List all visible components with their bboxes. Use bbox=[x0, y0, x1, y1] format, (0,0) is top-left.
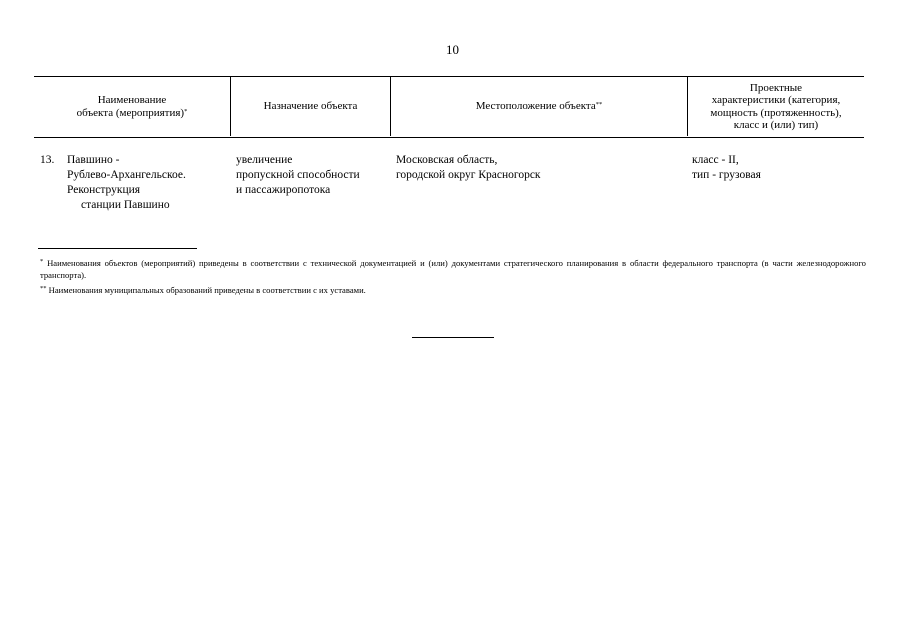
document-end-rule bbox=[412, 337, 494, 338]
header-object-name-line1: Наименование bbox=[97, 94, 167, 106]
row-design-specs-line: класс - II, bbox=[692, 154, 739, 166]
header-object-purpose bbox=[231, 77, 390, 136]
footnote-ref-1: * bbox=[184, 107, 188, 115]
header-object-name bbox=[34, 77, 230, 136]
row-object-name-line: Павшино - bbox=[67, 154, 120, 166]
footnote-2-text: Наименования муниципальных образований приведены в соответствии с их уставами. bbox=[48, 285, 366, 295]
footnote-1 bbox=[40, 257, 866, 281]
footnote-1-text: Наименования объектов (мероприятий) приведены в соответствии с технической документацией и (или) документами стратегического планирования в области федерального транспорта (в части железнодорожного транспорта). bbox=[40, 258, 866, 280]
row-object-location bbox=[396, 153, 541, 183]
header-object-purpose-label: Назначение объекта bbox=[263, 100, 358, 113]
header-design-specs-line1: Проектные bbox=[749, 81, 803, 94]
footnote-2-mark: ** bbox=[40, 285, 47, 292]
footnote-1-mark: * bbox=[40, 258, 44, 265]
row-design-specs bbox=[692, 153, 761, 183]
header-object-name-line2: объекта (мероприятия)* bbox=[76, 106, 188, 119]
row-number: 13. bbox=[40, 154, 55, 166]
page-number: 10 bbox=[446, 42, 459, 57]
footnote-ref-2: ** bbox=[595, 101, 603, 109]
row-object-location-line: городской округ Красногорск bbox=[396, 169, 541, 181]
header-design-specs-line3: мощность (протяженность), bbox=[710, 106, 842, 119]
header-design-specs-line4: класс и (или) тип) bbox=[733, 119, 819, 131]
row-object-name-line: Рублево-Архангельское. bbox=[67, 169, 186, 181]
row-object-purpose bbox=[236, 153, 360, 198]
table-header-rule bbox=[34, 137, 864, 138]
row-object-location-line: Московская область, bbox=[396, 154, 498, 166]
row-object-purpose-line: увеличение bbox=[236, 154, 293, 166]
footnote-2 bbox=[40, 284, 866, 296]
header-object-location bbox=[391, 77, 687, 136]
row-design-specs-line: тип - грузовая bbox=[692, 169, 761, 181]
row-object-name bbox=[67, 153, 186, 213]
header-object-location-label: Местоположение объекта** bbox=[475, 100, 603, 113]
row-object-name-line: Реконструкция bbox=[67, 184, 141, 196]
header-design-specs-line2: характеристики (категория, bbox=[711, 94, 841, 106]
row-object-purpose-line: пропускной способности bbox=[236, 169, 360, 181]
header-design-specs bbox=[688, 77, 864, 136]
footnote-separator bbox=[38, 248, 197, 249]
row-object-name-line: станции Павшино bbox=[81, 199, 170, 211]
row-object-purpose-line: и пассажиропотока bbox=[236, 184, 331, 196]
